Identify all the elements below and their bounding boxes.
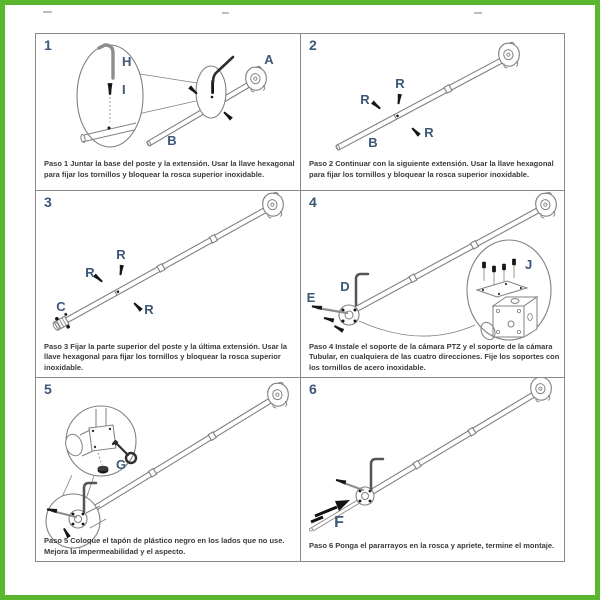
part-label-f: F [334,514,344,531]
part-label-d: D [340,279,350,294]
part-label-r-left: R [360,92,370,107]
step-caption: Paso 5 Coloque el tapón de plástico negro en los lados que no use. Mejora la impermeabilidad y el aspecto. [44,536,285,556]
step-panel-2 [301,34,564,191]
step-panel-4 [301,191,564,378]
screw-icon [222,111,232,121]
screw-icon [323,316,334,323]
part-label-r-top: R [395,76,405,91]
step-caption: Paso 4 Instale el soporte de la cámara PTZ y el soporte de la cámara Tubular, en cualquiera de las cuatro direcciones. Fije los soportes con los tornillos de acero inoxidable. [309,341,560,372]
screw-icon [396,94,402,105]
step-number: 3 [44,194,52,210]
wall-base [265,381,291,411]
assembly-steps-grid [35,33,565,562]
step-4-illustration [301,191,562,341]
wall-base [496,41,522,71]
part-label-r-top: R [116,247,126,262]
step-number: 6 [309,381,317,397]
step-number: 5 [44,381,52,397]
part-label-h: H [122,54,132,69]
step-1-illustration [36,34,299,156]
joint-magnifier [196,57,233,118]
wall-base [243,65,269,95]
step-number: 2 [309,37,317,53]
screw-icon [335,478,346,485]
screw-icon [371,101,382,111]
part-label-j: J [525,257,533,272]
screw-icon [118,265,124,276]
screw-icon [311,304,322,310]
pole [50,200,275,335]
scan-mark [43,11,52,13]
part-label-b: B [167,133,177,148]
step-panel-6 [301,378,564,561]
magnifier-detail [77,45,143,147]
step-number: 4 [309,194,317,210]
part-label-r-right: R [144,302,154,317]
pole [363,388,541,499]
part-label-r-left: R [85,265,95,280]
step-caption: Paso 6 Ponga el pararrayos en la rosca y apriete, termine el montaje. [309,540,555,550]
leader-lines [138,74,197,114]
step-6-illustration [301,378,562,536]
part-label-i: I [122,82,126,97]
wall-base [260,191,286,220]
screw-icon [333,324,344,333]
step-panel-3 [36,191,301,378]
flange-plate [89,425,116,451]
part-label-g: G [116,457,127,472]
part-label-b: B [368,135,378,150]
insert-arrow [311,500,350,522]
wall-base [533,191,559,220]
scan-mark [222,12,229,14]
step-caption: Paso 1 Juntar la base del poste y la extensión. Usar la llave hexagonal para fijar los tornillos y bloquear la rosca superior inoxidable. [44,159,295,179]
screw-icon [132,301,142,311]
screw-icon [410,126,420,136]
step-caption: Paso 2 Continuar con la siguiente extensión. Usar la llave hexagonal para fijar los tornillos y bloquear la rosca superior inoxidable. [309,159,554,179]
wall-base [528,378,554,404]
step-3-illustration [36,191,299,337]
leader-line [359,321,475,336]
part-label-r-right: R [424,125,434,140]
step-panel-5 [36,378,301,561]
step-5-illustration [36,378,299,550]
step-number: 1 [44,37,52,53]
magnifier-detail [467,240,551,341]
step-caption: Paso 3 Fijar la parte superior del poste y la última extensión. Usar la llave hexagonal para fijar los tornillos y bloquear la rosca superior inoxidable. [44,341,288,372]
part-label-e: E [306,290,316,305]
part-label-c: C [56,299,66,314]
step-panel-1 [36,34,301,191]
camera-bracket [335,459,383,505]
part-label-a: A [264,52,274,67]
scan-mark [474,12,482,14]
step-2-illustration [301,34,562,158]
